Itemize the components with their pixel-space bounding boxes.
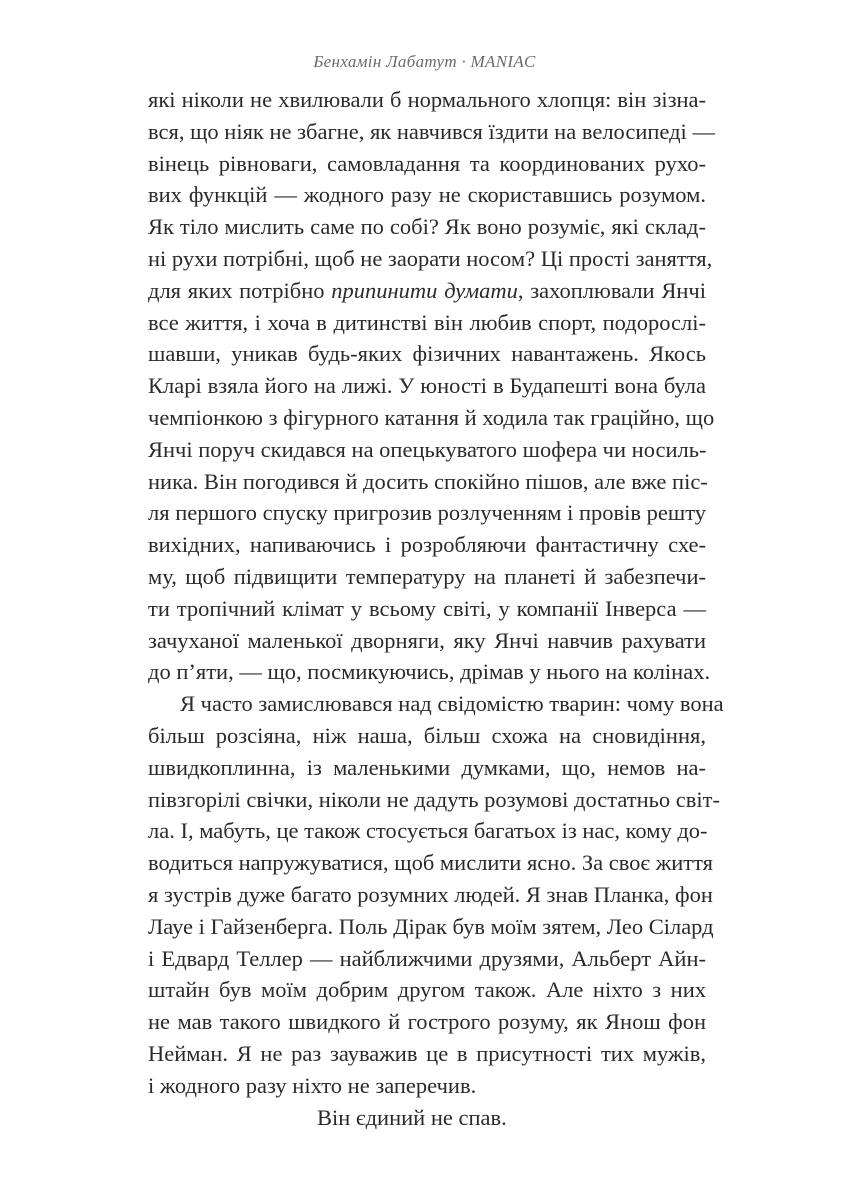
italic-emphasis: припинити думати bbox=[331, 277, 518, 303]
text-line: чемпіонкою з фігурного катання й ходила так граційно, що bbox=[148, 404, 715, 430]
text-line: Кларі взяла його на лижі. У юності в Будапешті вона була bbox=[148, 373, 706, 399]
closing-line: Він єдиний не спав. bbox=[317, 1104, 507, 1130]
text-line: я зустрів дуже багато розумних людей. Я знав Планка, фон bbox=[148, 881, 713, 907]
running-header: Бенхамін Лабатут · MANIAC bbox=[313, 52, 536, 71]
text-line: швидкоплинна, із маленькими думками, що, немов на- bbox=[148, 754, 706, 780]
text-line: Нейман. Я не раз зауважив це в присутності тих мужів, bbox=[148, 1040, 706, 1066]
text-line: які ніколи не хвилювали б нормального хлопця: він зізна- bbox=[148, 87, 706, 112]
text-line: Янчі поруч скидався на опецькуватого шофера чи носиль- bbox=[148, 436, 707, 462]
text-line: му, щоб підвищити температуру на планеті й забезпечи- bbox=[148, 563, 706, 589]
text-line: півзгорілі свічки, ніколи не дадуть розумові достатньо світ- bbox=[148, 786, 720, 812]
text-line-with-italic bbox=[148, 275, 706, 307]
text-line: шавши, уникав будь-яких фізичних навантажень. Якось bbox=[148, 341, 706, 367]
text-line: Як тіло мислить саме по собі? Як воно розуміє, які склад- bbox=[148, 214, 706, 240]
text-segment: , захоплювали Янчі bbox=[517, 277, 706, 303]
text-line: ля першого спуску пригрозив розлученням і провів решту bbox=[148, 500, 706, 526]
text-line: ні рухи потрібні, щоб не заорати носом? Ці прості заняття, bbox=[148, 245, 713, 271]
text-line: водиться напружуватися, щоб мислити ясно. За своє життя bbox=[148, 850, 714, 876]
text-line: не мав такого швидкого й гострого розуму, як Янош фон bbox=[148, 1009, 706, 1035]
text-line: Лауе і Гайзенберга. Поль Дірак був моїм зятем, Лео Сілард bbox=[148, 913, 714, 939]
text-line: штайн був моїм добрим другом також. Але ніхто з них bbox=[148, 977, 706, 1003]
text-line: Я часто замислювався над свідомістю тварин: чому вона bbox=[180, 691, 724, 717]
text-line: вінець рівноваги, самовладання та координованих рухо- bbox=[148, 150, 706, 176]
text-line: ти тропічний клімат у всьому світі, у компанії Інверса — bbox=[148, 595, 706, 621]
text-line: вих функцій — жодного разу не скориставшись розумом. bbox=[148, 182, 706, 208]
text-segment: для яких потрібно bbox=[148, 277, 332, 303]
text-line: вся, що ніяк не збагне, як навчився їздити на велосипеді — bbox=[148, 118, 715, 144]
text-line: і Едвард Теллер — найближчими друзями, Альберт Айн- bbox=[148, 945, 706, 971]
text-line: до п’яти, — що, посмикуючись, дрімав у нього на колінах. bbox=[148, 659, 711, 685]
page-body bbox=[148, 84, 724, 1133]
text-line: зачуханої маленької дворняги, яку Янчі навчив рахувати bbox=[148, 627, 706, 653]
text-line: більш розсіяна, ніж наша, більш схожа на сновидіння, bbox=[148, 722, 706, 748]
text-line: все життя, і хоча в дитинстві він любив спорт, подорослі- bbox=[148, 309, 706, 335]
text-line: ника. Він погодився й досить спокійно пішов, але вже піс- bbox=[148, 468, 708, 494]
text-line: і жодного разу ніхто не заперечив. bbox=[148, 1072, 477, 1098]
text-line: вихідних, напиваючись і розробляючи фантастичну схе- bbox=[148, 532, 706, 558]
text-line: ла. І, мабуть, це також стосується багатьох із нас, кому до- bbox=[148, 818, 708, 844]
